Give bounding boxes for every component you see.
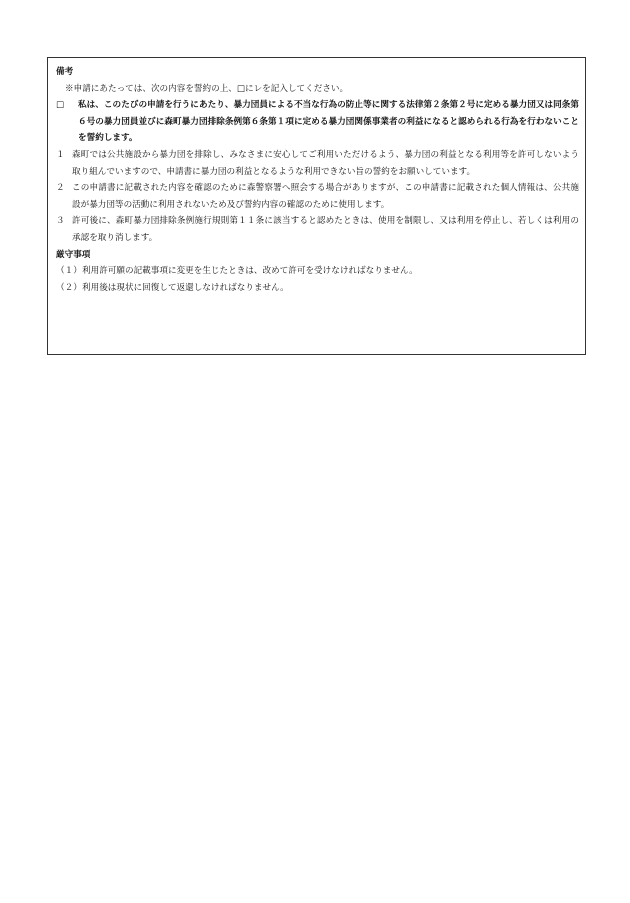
pledge-text: 私は、このたびの申請を行うにあたり、暴力団員による不当な行為の防止等に関する法律第２条第２号に定める暴力団又は同条第６号の暴力団員並びに森町暴力団排除条例第６条第１項に定める暴力団関係事業者の利益になると認められる行為を行わないことを誓約します。 (78, 100, 579, 144)
remarks-item-3-number: ３ (56, 216, 65, 227)
remarks-item-2-text: この申請書に記載された内容を確認のために森警察署へ照会する場合がありますが、この申請書に記載された個人情報は、公共施設が暴力団等の活動に利用されないため及び誓約内容の確認のために使用します。 (72, 183, 579, 210)
remarks-item-2 (56, 180, 579, 213)
compliance-item-1 (56, 263, 579, 280)
compliance-item-1-text: 利用許可願の記載事項に変更を生じたときは、改めて許可を受けなければなりません。 (82, 266, 418, 277)
compliance-heading: 厳守事項 (56, 249, 91, 260)
pledge-row (56, 97, 579, 147)
remarks-item-1-number: １ (56, 149, 65, 160)
remarks-item-3 (56, 213, 579, 246)
pledge-checkbox[interactable]: □ (56, 100, 65, 111)
remarks-item-1 (56, 147, 579, 180)
notes-box (47, 57, 586, 355)
compliance-item-2-text: 利用後は現状に回復して返還しなければなりません。 (82, 282, 289, 293)
remarks-intro: ※申請にあたっては、次の内容を誓約の上、□にレを記入してください。 (65, 83, 349, 94)
compliance-item-2 (56, 280, 579, 297)
compliance-item-1-number: （１） (56, 266, 82, 277)
remarks-heading: 備考 (56, 67, 74, 77)
remarks-item-1-text: 森町では公共施設から暴力団を排除し、みなさまに安心してご利用いただけるよう、暴力団の利益となる利用等を許可しないよう取り組んでいますので、申請書に暴力団の利益となるような利用できない旨の誓約をお願いしています。 (72, 149, 579, 177)
compliance-item-2-number: （２） (56, 282, 82, 293)
remarks-item-3-text: 許可後に、森町暴力団排除条例施行規則第１１条に該当すると認めたときは、使用を制限し、又は利用を停止し、若しくは利用の承認を取り消します。 (72, 216, 579, 243)
remarks-item-2-number: ２ (56, 183, 65, 194)
